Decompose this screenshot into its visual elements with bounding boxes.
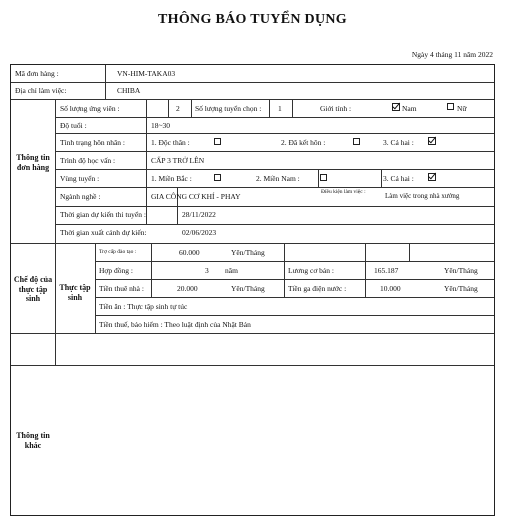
- marital-married-label: 2. Đã kết hôn :: [281, 138, 326, 147]
- training-allowance-label: Trợ cấp đào tạo :: [99, 249, 137, 255]
- contract-label: Hợp đồng :: [99, 266, 133, 275]
- contract-value: 3: [205, 266, 209, 275]
- condition-value: Làm việc trong nhà xưởng: [385, 192, 460, 200]
- row-line: [55, 169, 494, 170]
- issue-date: Ngày 4 tháng 11 năm 2022: [411, 50, 493, 59]
- recruit-count-value: 2: [176, 104, 180, 113]
- region-both-label: 3. Cả hai :: [383, 174, 414, 183]
- departure-date-value: 02/06/2023: [182, 228, 217, 237]
- intern-subsection-title: Thực tập sinh: [59, 283, 91, 302]
- workplace-label: Địa chỉ làm việc:: [15, 86, 67, 95]
- checkbox-empty-icon[interactable]: [214, 174, 221, 181]
- row-line: [55, 187, 494, 188]
- region-south-label: 2. Miền Nam :: [256, 174, 300, 183]
- tax-note: Tiền thuế, bảo hiểm : Theo luật định của Nhật Bản: [99, 320, 251, 329]
- col-line: [292, 99, 293, 117]
- order-code-value: VN-HIM-TAKA03: [117, 69, 176, 78]
- marital-both-label: 3. Cả hai :: [383, 138, 414, 147]
- recruitment-form-table: [10, 64, 495, 516]
- utilities-label: Tiền ga điện nước :: [288, 284, 347, 293]
- job-label: Ngành nghề :: [60, 192, 101, 201]
- regime-section-title: Chế độ của thực tập sinh: [13, 275, 53, 304]
- utilities-unit: Yên/Tháng: [444, 284, 478, 293]
- checkbox-empty-icon[interactable]: [320, 174, 327, 181]
- marital-single-label: 1. Độc thân :: [151, 138, 190, 147]
- row-line: [95, 279, 494, 280]
- marital-label: Tình trạng hôn nhân :: [60, 138, 125, 147]
- utilities-value: 10.000: [380, 284, 401, 293]
- row-line: [11, 333, 494, 334]
- row-line: [55, 224, 494, 225]
- age-value: 18~30: [151, 121, 171, 130]
- page-title: THÔNG BÁO TUYỂN DỤNG: [158, 12, 347, 27]
- row-line: [55, 206, 494, 207]
- col-line: [168, 99, 169, 117]
- col-line: [55, 99, 56, 365]
- gender-label: Giới tính :: [320, 104, 352, 113]
- base-salary-unit: Yên/Tháng: [444, 266, 478, 275]
- col-line: [381, 169, 382, 187]
- order-info-section-title: Thông tin đơn hàng: [16, 153, 50, 172]
- region-label: Vùng tuyển :: [60, 174, 100, 183]
- col-line: [105, 65, 106, 99]
- row-line: [11, 82, 494, 83]
- condition-label: Điều kiện làm việc :: [321, 189, 366, 195]
- base-salary-value: 165.187: [374, 266, 399, 275]
- checkmark-icon[interactable]: [428, 173, 436, 181]
- recruit-count-label: Số lượng ứng viên :: [60, 104, 120, 113]
- exam-date-value: 28/11/2022: [182, 210, 216, 219]
- col-line: [318, 169, 319, 187]
- base-salary-label: Lương cơ bản :: [288, 266, 334, 275]
- row-line: [11, 99, 494, 100]
- other-info-section-title: Thông tin khác: [16, 431, 50, 450]
- gender-male-label: Nam: [402, 104, 417, 113]
- departure-date-label: Thời gian xuất cảnh dự kiến:: [60, 228, 147, 237]
- checkmark-icon[interactable]: [428, 137, 436, 145]
- row-line: [55, 117, 494, 118]
- education-label: Trình độ học vấn :: [60, 156, 116, 165]
- gender-female-label: Nữ: [457, 104, 467, 113]
- row-line: [95, 261, 494, 262]
- row-line: [11, 243, 494, 244]
- col-line: [146, 99, 147, 224]
- col-line: [95, 243, 96, 333]
- col-line: [284, 243, 285, 297]
- selected-count-label: Số lượng tuyển chọn :: [195, 104, 262, 113]
- job-value: GIA CÔNG CƠ KHÍ - PHAY: [151, 192, 241, 201]
- checkbox-empty-icon[interactable]: [353, 138, 360, 145]
- age-label: Độ tuổi :: [60, 121, 87, 130]
- meals-note: Tiền ăn : Thực tập sinh tự túc: [99, 302, 188, 311]
- checkbox-empty-icon[interactable]: [447, 103, 454, 110]
- checkbox-empty-icon[interactable]: [214, 138, 221, 145]
- training-allowance-unit: Yên/Tháng: [231, 248, 265, 257]
- exam-date-label: Thời gian dự kiến thi tuyển :: [60, 210, 146, 219]
- rent-unit: Yên/Tháng: [231, 284, 265, 293]
- rent-label: Tiền thuê nhà :: [99, 284, 144, 293]
- education-value: CẤP 3 TRỞ LÊN: [151, 156, 205, 165]
- rent-value: 20.000: [177, 284, 198, 293]
- row-line: [55, 133, 494, 134]
- row-line: [11, 365, 494, 366]
- row-line: [55, 151, 494, 152]
- row-line: [95, 297, 494, 298]
- col-line: [409, 243, 410, 261]
- workplace-value: CHIBA: [117, 86, 141, 95]
- col-line: [151, 243, 152, 297]
- order-code-label: Mã đơn hàng :: [15, 69, 59, 78]
- row-line: [95, 315, 494, 316]
- region-north-label: 1. Miền Bắc :: [151, 174, 192, 183]
- col-line: [269, 99, 270, 117]
- selected-count-value: 1: [278, 104, 282, 113]
- training-allowance-value: 60.000: [179, 248, 200, 257]
- contract-unit: năm: [225, 266, 238, 275]
- col-line: [191, 99, 192, 117]
- checkbox-checked-icon[interactable]: [392, 103, 400, 111]
- col-line: [365, 243, 366, 297]
